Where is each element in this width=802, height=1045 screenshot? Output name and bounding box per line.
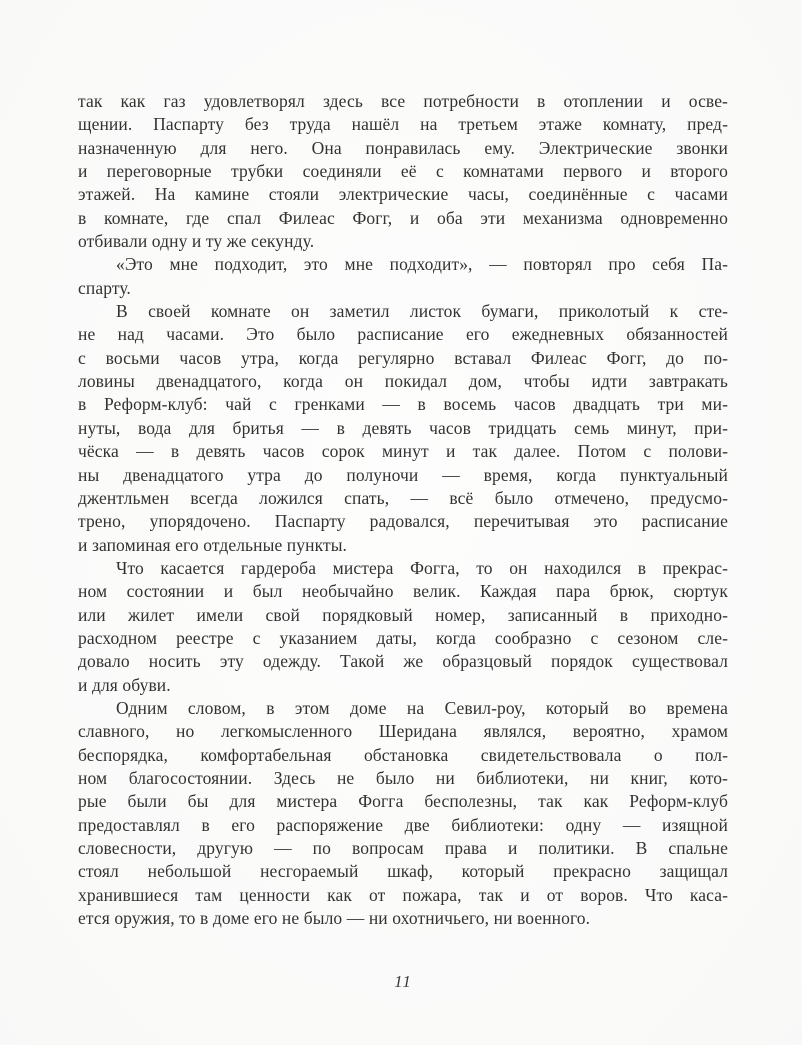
text-line: ется оружия, то в доме его не было — ни охотничьего, ни военного. — [78, 908, 591, 929]
text-line: В своей комнате он заметил листок бумаги, приколотый к сте- — [116, 301, 728, 322]
text-line: ны двенадцатого утра до полуночи — время, когда пунктуальный — [78, 464, 728, 485]
text-line: отбивали одну и ту же секунду. — [78, 231, 315, 252]
text-line: довало носить эту одежду. Такой же образцовый порядок существовал — [78, 651, 728, 672]
text-line: беспорядка, комфортабельная обстановка свидетельствовала о пол- — [78, 744, 728, 765]
page-number: 11 — [394, 972, 412, 991]
text-line: спарту. — [78, 277, 131, 298]
text-line: чёска — в девять часов сорок минут и так далее. Потом с полови- — [78, 441, 728, 462]
text-line: предоставлял в его распоряжение две библиотеки: одну — изящной — [78, 814, 728, 835]
text-block — [78, 90, 728, 930]
text-line: в комнате, где спал Филеас Фогг, и оба эти механизма одновременно — [78, 207, 728, 228]
text-line: и запоминая его отдельные пункты. — [78, 534, 348, 555]
paragraph — [78, 90, 728, 253]
text-line: трено, упорядочено. Паспарту радовался, перечитывая это расписание — [78, 511, 728, 532]
text-line: нуты, вода для бритья — в девять часов тридцать семь минут, при- — [78, 417, 728, 438]
text-line: и для обуви. — [78, 674, 171, 695]
text-line: словесности, другую — по вопросам права и политики. В спальне — [78, 838, 728, 858]
text-line: в Реформ-клуб: чай с гренками — в восемь часов двадцать три ми- — [78, 394, 728, 415]
text-line: назначенную для него. Она понравилась ему. Электрические звонки — [78, 137, 728, 158]
text-line: и переговорные трубки соединяли её с комнатами первого и второго — [78, 161, 728, 182]
text-line: хранившиеся там ценности как от пожара, так и от воров. Что каса- — [78, 884, 728, 905]
text-line: ном благосостоянии. Здесь не было ни библиотеки, ни книг, кото- — [78, 767, 728, 788]
text-line: расходном реестре с указанием даты, когда сообразно с сезоном сле- — [78, 627, 728, 648]
text-line: щении. Паспарту без труда нашёл на третьем этаже комнату, пред- — [78, 114, 728, 135]
text-line: славного, но легкомысленного Шеридана являлся, вероятно, храмом — [78, 721, 728, 742]
text-line: или жилет имели свой порядковый номер, записанный в приходно- — [78, 604, 728, 625]
text-line: стоял небольшой несгораемый шкаф, который прекрасно защищал — [78, 861, 728, 882]
paragraph — [78, 557, 728, 697]
text-line: не над часами. Это было расписание его ежедневных обязанностей — [78, 324, 728, 345]
paragraph — [78, 697, 728, 930]
text-line: этажей. На камине стояли электрические часы, соединённые с часами — [78, 184, 728, 205]
text-line: с восьми часов утра, когда регулярно вставал Филеас Фогг, до по- — [78, 347, 728, 368]
text-line: Что касается гардероба мистера Фогга, то он находился в прекрас- — [116, 557, 728, 578]
paragraph — [78, 300, 728, 557]
text-line: рые были бы для мистера Фогга бесполезны, так как Реформ-клуб — [78, 791, 728, 812]
text-line: ном состоянии и был необычайно велик. Каждая пара брюк, сюртук — [78, 581, 728, 602]
text-line: так как газ удовлетворял здесь все потребности в отоплении и осве- — [78, 91, 728, 111]
text-line: Одним словом, в этом доме на Севил-роу, который во времена — [116, 697, 728, 718]
text-line: ловины двенадцатого, когда он покидал дом, чтобы идти завтракать — [78, 371, 728, 392]
text-line: «Это мне подходит, это мне подходит», — повторял про себя Па- — [116, 254, 728, 275]
text-line: джентльмен всегда ложился спать, — всё было отмечено, предусмо- — [78, 487, 728, 508]
paragraph — [78, 253, 728, 300]
